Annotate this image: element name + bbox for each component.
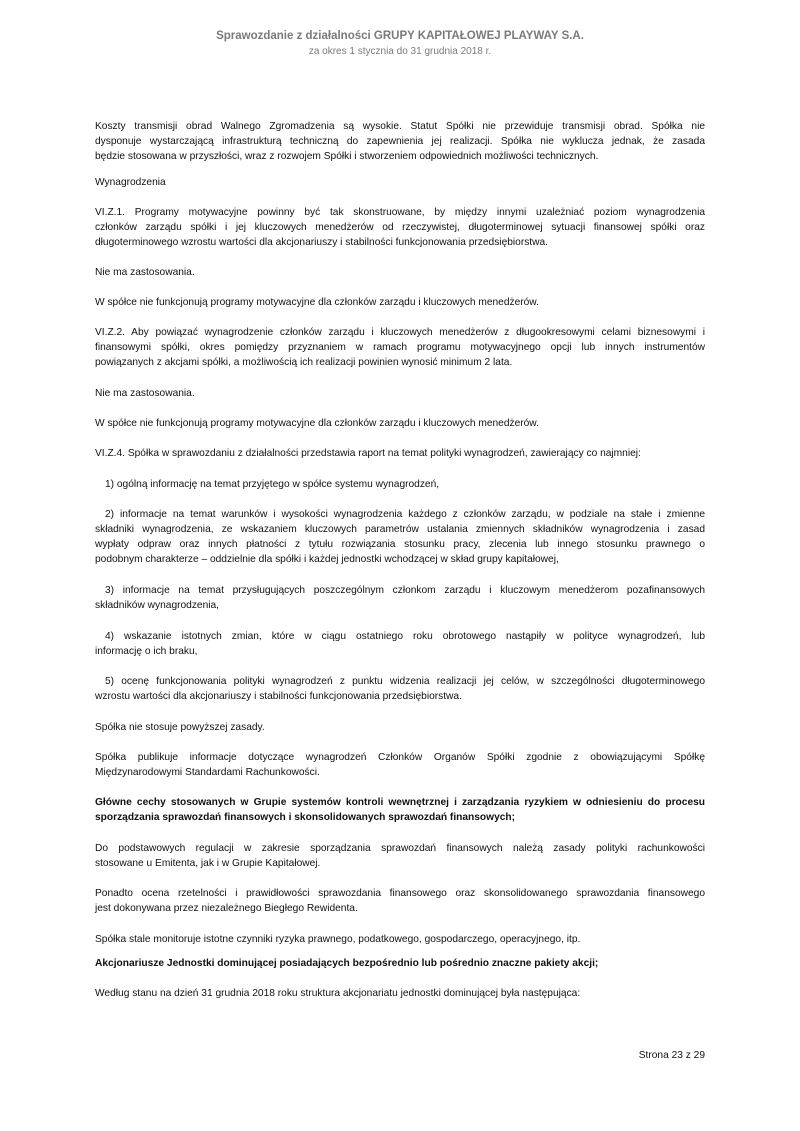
paragraph: [95, 446, 705, 461]
paragraph: [95, 205, 705, 250]
text-line: długoterminowego wzrostu wartości dla akcjonariuszy i stabilności funkcjonowania przedsiębiorstwa.: [95, 237, 548, 249]
text-line: Nie ma zastosowania.: [95, 388, 195, 399]
text-line: Akcjonariusze Jednostki dominującej posiadających bezpośrednio lub pośrednio znaczne pakiety akcji;: [95, 958, 599, 969]
text-line: Według stanu na dzień 31 grudnia 2018 roku struktura akcjonariatu jednostki dominującej była następująca:: [95, 988, 581, 999]
text-line: dysponuje wystarczającą infrastrukturą techniczną do zapewnienia jej realizacji. Spółka nie wyklucza jednak, że zasada: [95, 136, 705, 148]
text-line: VI.Z.4. Spółka w sprawozdaniu z działalności przedstawia raport na temat polityki wynagrodzeń, zawierający co najmniej:: [95, 448, 641, 459]
paragraph: [95, 841, 705, 871]
paragraph: [95, 265, 705, 280]
text-line: Spółka nie stosuje powyższej zasady.: [95, 722, 265, 733]
text-line: wzrostu wartości dla akcjonariuszy i stabilności funkcjonowania przedsiębiorstwa.: [95, 691, 462, 703]
text-line: W spółce nie funkcjonują programy motywacyjne dla członków zarządu i kluczowych menedżerów.: [95, 297, 539, 308]
page-number: Strona 23 z 29: [638, 1050, 705, 1061]
text-line: 1) ogólną informację na temat przyjętego w spółce systemu wynagrodzeń,: [105, 479, 440, 490]
text-line: wypłaty odpraw oraz innych płatności z tytułu rozwiązania stosunku pracy, zlecenia lub innego stosunku prawnego o: [95, 539, 705, 551]
paragraph: [95, 386, 705, 401]
text-line: W spółce nie funkcjonują programy motywacyjne dla członków zarządu i kluczowych menedżerów.: [95, 418, 539, 429]
paragraph: [95, 750, 705, 780]
text-line: 3) informacje na temat przysługujących poszczególnym członkom zarządu i kluczowym menedżerom pozafinansowych: [105, 585, 705, 596]
text-line: Główne cechy stosowanych w Grupie systemów kontroli wewnętrznej i zarządzania ryzykiem w odniesieniu do procesu: [95, 797, 705, 808]
text-line: VI.Z.2. Aby powiązać wynagrodzenie członków zarządu i kluczowych menedżerów z długookresowymi celami biznesowymi i: [95, 327, 705, 338]
text-line: VI.Z.1. Programy motywacyjne powinny być tak skonstruowane, by między innymi uzależniać poziom wynagrodzenia: [95, 207, 705, 218]
text-line: 2) informacje na temat warunków i wysokości wynagrodzenia każdego z członków zarządu, w podziale na stałe i zmienne: [105, 509, 705, 520]
paragraph: [95, 629, 705, 659]
text-line: składniki wynagrodzenia, ze wskazaniem kluczowych parametrów ustalania zmiennych składników wynagrodzenia i zasad: [95, 524, 705, 536]
text-line: Ponadto ocena rzetelności i prawidłowości sprawozdania finansowego oraz skonsolidowanego sprawozdania finansowego: [95, 888, 705, 899]
paragraph: [95, 477, 705, 492]
text-line: Spółka stale monitoruje istotne czynniki ryzyka prawnego, podatkowego, gospodarczego, operacyjnego, itp.: [95, 934, 581, 945]
text-line: Spółka publikuje informacje dotyczące wynagrodzeń Członków Organów Spółki zgodnie z obowiązującymi Spółkę: [95, 752, 705, 763]
text-line: powiązanych z akcjami spółki, a możliwością ich realizacji powinien wynosić minimum 2 lata.: [95, 357, 513, 369]
paragraph: [95, 932, 705, 947]
paragraph: [95, 720, 705, 735]
text-line: 4) wskazanie istotnych zmian, które w ciągu ostatniego roku obrotowego nastąpiły w polityce wynagrodzeń, lub: [105, 631, 705, 642]
text-line: Koszty transmisji obrad Walnego Zgromadzenia są wysokie. Statut Spółki nie przewiduje transmisji obrad. Spółka nie: [95, 121, 705, 132]
text-line: jest dokonywana przez niezależnego Biegłego Rewidenta.: [95, 903, 358, 915]
paragraph: [95, 119, 705, 164]
document-header-period: za okres 1 stycznia do 31 grudnia 2018 r.: [308, 46, 492, 57]
paragraph: [95, 886, 705, 916]
text-line: będzie stosowana w przyszłości, wraz z rozwojem Spółki i stworzeniem odpowiednich możliwości technicznych.: [95, 151, 599, 163]
section-heading: [95, 795, 705, 825]
paragraph: [95, 416, 705, 431]
text-line: informację o ich braku,: [95, 646, 198, 658]
text-line: stosowane u Emitenta, jak i w Grupie Kapitałowej.: [95, 858, 321, 870]
text-line: Wynagrodzenia: [95, 177, 166, 188]
text-line: podobnym charakterze – oddzielnie dla spółki i każdej jednostki wchodzącej w skład grupy kapitałowej,: [95, 554, 559, 566]
text-line: Do podstawowych regulacji w zakresie sporządzania sprawozdań finansowych należą zasady polityki rachunkowości: [95, 843, 705, 854]
paragraph: [95, 674, 705, 704]
text-line: składników wynagrodzenia,: [95, 600, 220, 612]
text-line: członków zarządu spółki i jej kluczowych menedżerów od rzeczywistej, długoterminowej sytuacji finansowej spółki oraz: [95, 222, 705, 234]
paragraph: [95, 295, 705, 310]
section-heading: [95, 956, 705, 971]
document-header-title: Sprawozdanie z działalności GRUPY KAPITAŁOWEJ PLAYWAY S.A.: [216, 30, 584, 42]
text-line: 5) ocenę funkcjonowania polityki wynagrodzeń z punktu widzenia realizacji jej celów, w szczególności długoterminowego: [105, 676, 705, 687]
paragraph: [95, 986, 705, 1001]
paragraph: [95, 175, 705, 190]
paragraph: [95, 583, 705, 613]
paragraph: [95, 325, 705, 370]
text-line: Międzynarodowymi Standardami Rachunkowości.: [95, 767, 320, 779]
text-line: sporządzania sprawozdań finansowych i skonsolidowanych sprawozdań finansowych;: [95, 812, 516, 824]
text-line: Nie ma zastosowania.: [95, 267, 195, 278]
paragraph: [95, 507, 705, 567]
text-line: finansowymi spółki, okres pomiędzy przyznaniem w ramach programu motywacyjnego opcji lub innych instrumentów: [95, 342, 705, 354]
